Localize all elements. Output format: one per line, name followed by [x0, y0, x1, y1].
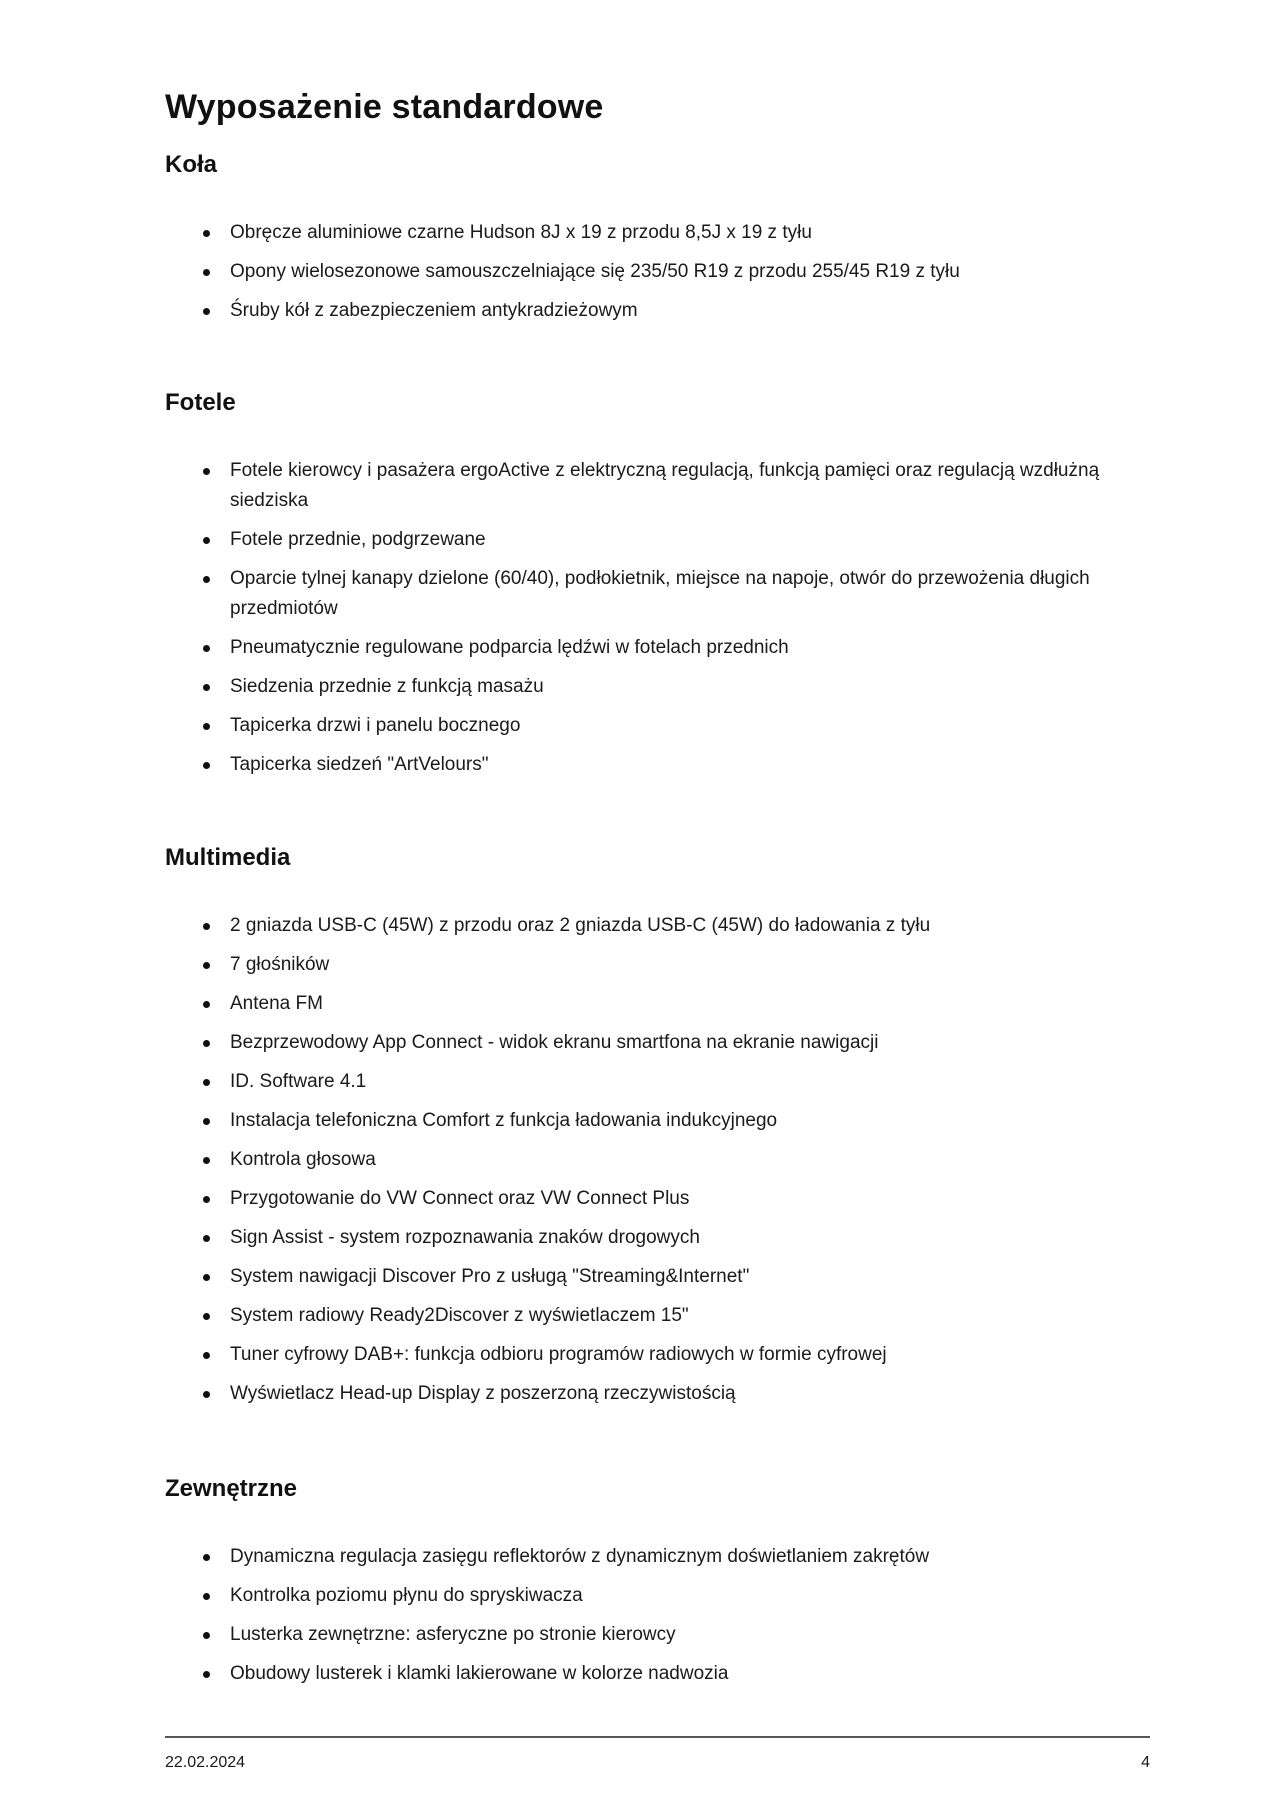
- section-heading: Koła: [165, 151, 218, 178]
- list-item: [165, 564, 1150, 624]
- item-list: [165, 456, 1150, 789]
- list-item: [165, 456, 1150, 516]
- bullet-icon: [203, 1391, 210, 1398]
- list-item: [165, 672, 1150, 702]
- list-item: [165, 1340, 1150, 1370]
- list-item: [165, 218, 1150, 248]
- item-text: Oparcie tylnej kanapy dzielone (60/40), podłokietnik, miejsce na napoje, otwór do przewożenia długich przedmiotów: [230, 568, 1090, 619]
- section-heading: Zewnętrzne: [165, 1475, 298, 1502]
- item-list: [165, 218, 1150, 335]
- item-text: 7 głośników: [230, 954, 330, 975]
- list-item: [165, 525, 1150, 555]
- bullet-icon: [203, 1118, 210, 1125]
- list-item: [165, 1106, 1150, 1136]
- list-item: [165, 711, 1150, 741]
- list-item: [165, 1379, 1150, 1409]
- bullet-icon: [203, 269, 210, 276]
- bullet-icon: [203, 684, 210, 691]
- list-item: [165, 1581, 1150, 1611]
- bullet-icon: [203, 1001, 210, 1008]
- bullet-icon: [203, 1157, 210, 1164]
- item-text: Tapicerka siedzeń "ArtVelours": [230, 754, 489, 775]
- item-text: Obudowy lusterek i klamki lakierowane w kolorze nadwozia: [230, 1663, 729, 1684]
- bullet-icon: [203, 1235, 210, 1242]
- bullet-icon: [203, 468, 210, 475]
- section-multimedia: [165, 843, 1150, 1404]
- bullet-icon: [203, 230, 210, 237]
- item-text: Kontrolka poziomu płynu do spryskiwacza: [230, 1585, 583, 1606]
- item-text: Instalacja telefoniczna Comfort z funkcja ładowania indukcyjnego: [230, 1110, 778, 1131]
- list-item: [165, 989, 1150, 1019]
- bullet-icon: [203, 1352, 210, 1359]
- item-text: Siedzenia przednie z funkcją masażu: [230, 676, 544, 697]
- list-item: [165, 1301, 1150, 1331]
- bullet-icon: [203, 1079, 210, 1086]
- section-heading: Fotele: [165, 389, 236, 416]
- item-text: ID. Software 4.1: [230, 1071, 367, 1092]
- item-list: [165, 911, 1150, 1418]
- bullet-icon: [203, 1632, 210, 1639]
- bullet-icon: [203, 1313, 210, 1320]
- bullet-icon: [203, 576, 210, 583]
- list-item: [165, 911, 1150, 941]
- bullet-icon: [203, 923, 210, 930]
- bullet-icon: [203, 1040, 210, 1047]
- item-text: Śruby kół z zabezpieczeniem antykradzieżowym: [230, 300, 638, 321]
- item-text: Przygotowanie do VW Connect oraz VW Connect Plus: [230, 1188, 690, 1209]
- item-text: System radiowy Ready2Discover z wyświetlaczem 15": [230, 1305, 689, 1326]
- item-text: Wyświetlacz Head-up Display z poszerzoną rzeczywistością: [230, 1383, 736, 1404]
- list-item: [165, 1223, 1150, 1253]
- bullet-icon: [203, 1196, 210, 1203]
- bullet-icon: [203, 308, 210, 315]
- list-item: [165, 1067, 1150, 1097]
- item-text: Tapicerka drzwi i panelu bocznego: [230, 715, 521, 736]
- section-heading: Multimedia: [165, 844, 291, 871]
- item-list: [165, 1542, 1150, 1698]
- list-item: [165, 1028, 1150, 1058]
- bullet-icon: [203, 1593, 210, 1600]
- item-text: Fotele kierowcy i pasażera ergoActive z elektryczną regulacją, funkcją pamięci oraz regulacją wzdłużną siedziska: [230, 460, 1100, 511]
- list-item: [165, 257, 1150, 287]
- list-item: [165, 1145, 1150, 1175]
- item-text: Dynamiczna regulacja zasięgu reflektorów z dynamicznym doświetlaniem zakrętów: [230, 1546, 930, 1567]
- bullet-icon: [203, 1671, 210, 1678]
- list-item: [165, 1659, 1150, 1689]
- page-title: Wyposażenie standardowe: [165, 88, 604, 126]
- item-text: System nawigacji Discover Pro z usługą "Streaming&Internet": [230, 1266, 750, 1287]
- list-item: [165, 750, 1150, 780]
- bullet-icon: [203, 762, 210, 769]
- bullet-icon: [203, 1554, 210, 1561]
- item-text: Fotele przednie, podgrzewane: [230, 529, 486, 550]
- bullet-icon: [203, 723, 210, 730]
- footer-divider: [165, 1736, 1150, 1738]
- list-item: [165, 633, 1150, 663]
- item-text: Lusterka zewnętrzne: asferyczne po stronie kierowcy: [230, 1624, 676, 1645]
- item-text: Obręcze aluminiowe czarne Hudson 8J x 19 z przodu 8,5J x 19 z tyłu: [230, 222, 812, 243]
- section-fotele: [165, 388, 1150, 775]
- section-kola: [165, 150, 1150, 321]
- document-page: [165, 0, 1150, 1811]
- list-item: [165, 1620, 1150, 1650]
- bullet-icon: [203, 537, 210, 544]
- bullet-icon: [203, 1274, 210, 1281]
- list-item: [165, 1542, 1150, 1572]
- list-item: [165, 1184, 1150, 1214]
- list-item: [165, 950, 1150, 980]
- bullet-icon: [203, 645, 210, 652]
- item-text: Sign Assist - system rozpoznawania znaków drogowych: [230, 1227, 700, 1248]
- list-item: [165, 296, 1150, 326]
- item-text: Bezprzewodowy App Connect - widok ekranu smartfona na ekranie nawigacji: [230, 1032, 879, 1053]
- item-text: Tuner cyfrowy DAB+: funkcja odbioru programów radiowych w formie cyfrowej: [230, 1344, 887, 1365]
- item-text: Pneumatycznie regulowane podparcia lędźwi w fotelach przednich: [230, 637, 789, 658]
- item-text: Opony wielosezonowe samouszczelniające się 235/50 R19 z przodu 255/45 R19 z tyłu: [230, 261, 960, 282]
- page-number: 4: [1141, 1754, 1150, 1771]
- item-text: Antena FM: [230, 993, 323, 1014]
- list-item: [165, 1262, 1150, 1292]
- section-zewnetrzne: [165, 1474, 1150, 1684]
- item-text: Kontrola głosowa: [230, 1149, 376, 1170]
- footer-date: 22.02.2024: [165, 1754, 246, 1771]
- item-text: 2 gniazda USB-C (45W) z przodu oraz 2 gniazda USB-C (45W) do ładowania z tyłu: [230, 915, 931, 936]
- bullet-icon: [203, 962, 210, 969]
